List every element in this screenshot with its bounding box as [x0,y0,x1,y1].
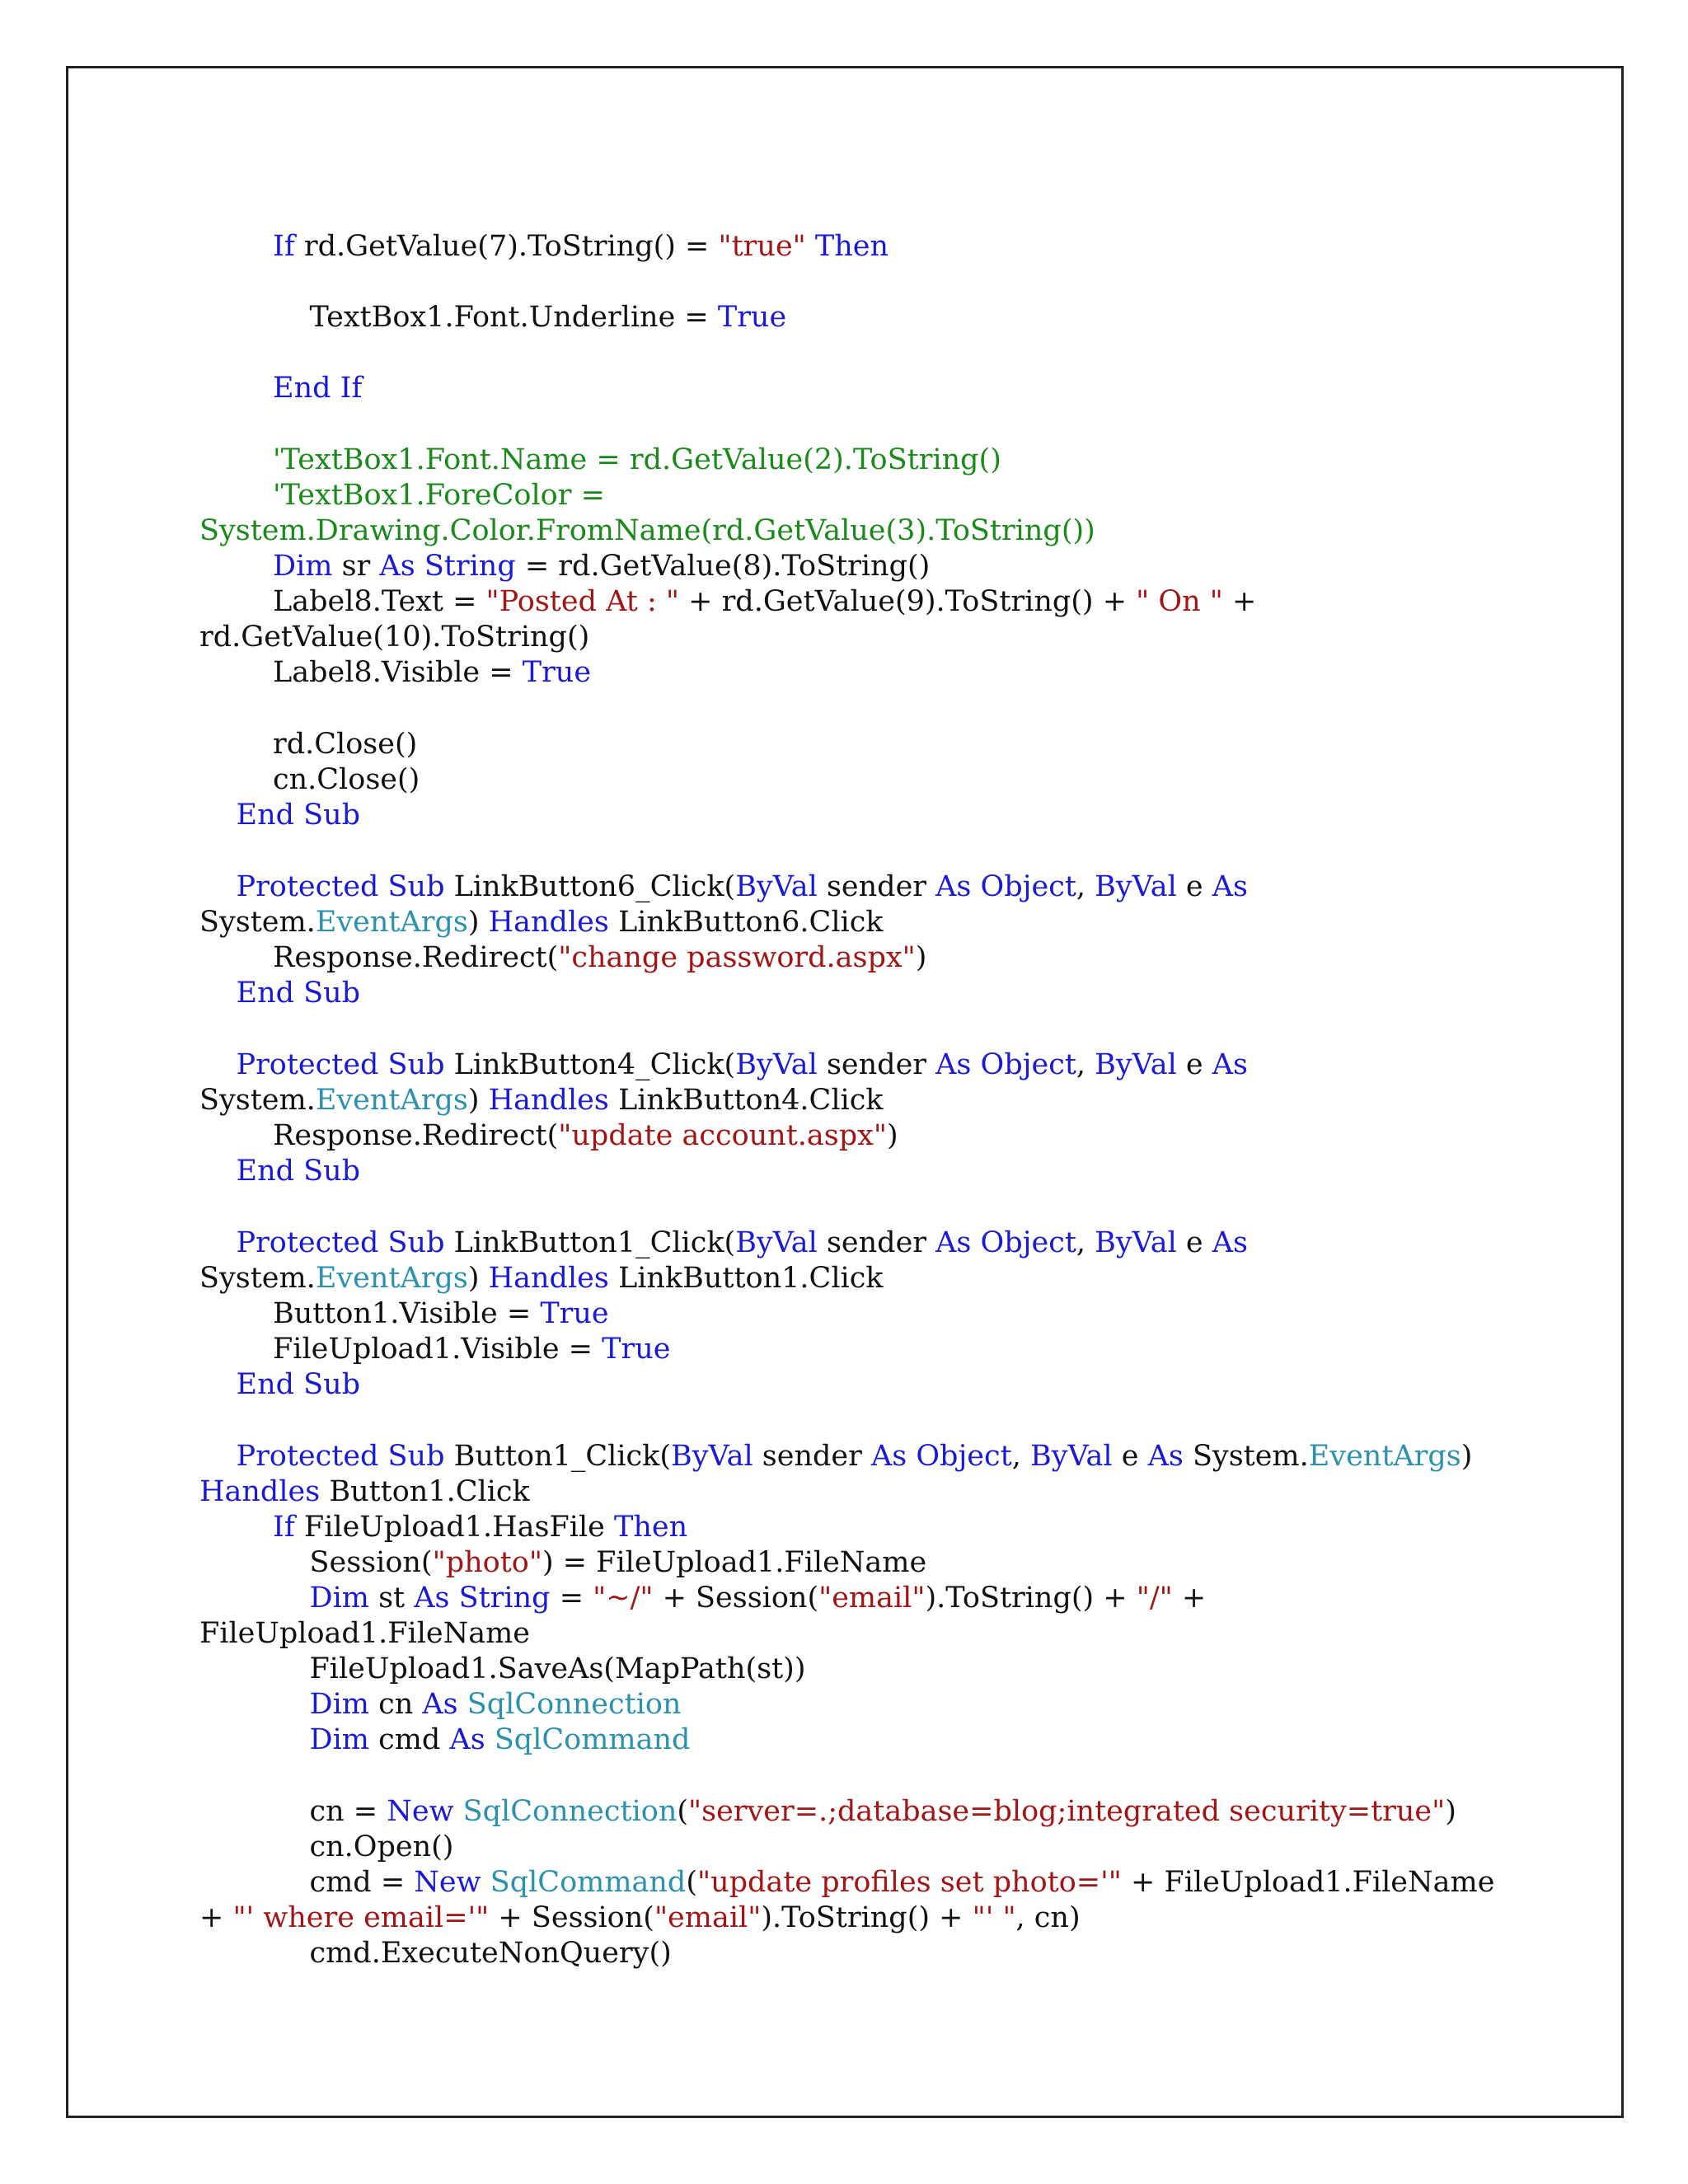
code-token: + Session( [653,1582,819,1615]
code-token: ByVal [1095,870,1177,903]
code-token: As [449,1723,485,1756]
code-token: As [1212,1048,1248,1081]
code-token: LinkButton6_Click( [444,870,736,903]
code-token: Handles [488,906,609,939]
code-token [481,1866,490,1899]
code-line [199,976,360,1010]
code-line [199,1652,806,1686]
code-line [199,1474,530,1509]
code-token [199,1368,237,1401]
code-token [199,977,237,1010]
code-token: "update account.aspx" [558,1119,887,1152]
code-token [199,799,237,832]
code-token: If [273,1511,295,1544]
code-token: = rd.GetValue(8).ToString() [515,550,931,583]
code-line [199,1794,1456,1829]
code-token: "Posted At : " [485,585,679,618]
code-token: Button1.Click [320,1475,530,1508]
code-token: sender [817,1048,936,1081]
code-line [199,1118,898,1153]
code-token: Label8.Text = [199,585,486,618]
code-token: TextBox1.Font.Underline = [199,301,718,334]
code-token: String [424,550,516,583]
code-token: End Sub [236,977,361,1010]
code-line [199,940,926,975]
code-token [199,550,273,583]
code-token: ByVal [735,1226,818,1259]
code-token [199,1723,310,1756]
code-token: , [1011,1440,1030,1473]
code-token: cmd [368,1723,450,1756]
code-token [199,1226,237,1259]
code-token: ByVal [1095,1048,1177,1081]
code-token: "email" [654,1901,762,1934]
code-token [454,1795,463,1828]
code-token [199,1511,273,1544]
code-token: As [935,1048,972,1081]
code-token: "/" [1136,1582,1173,1615]
code-token: , cn) [1015,1901,1081,1934]
code-token: As [379,550,415,583]
code-line [199,1722,690,1757]
code-token: As [1147,1440,1184,1473]
code-token: Handles [488,1084,609,1117]
code-token: End Sub [236,799,361,832]
code-token: EventArgs [315,1262,468,1295]
code-line [199,1900,1081,1935]
code-token: ( [677,1795,689,1828]
code-line [199,620,589,654]
code-line [199,443,1001,477]
code-token: New [414,1866,481,1899]
code-token: FileUpload1.SaveAs(MapPath(st)) [199,1652,806,1685]
code-line [199,1687,681,1722]
code-token: Session( [199,1546,433,1579]
code-token: Response.Redirect( [199,1119,559,1152]
code-token [806,230,815,263]
code-token: Object [980,1048,1076,1081]
code-token [450,1582,459,1615]
code-token: 'TextBox1.Font.Name = rd.GetValue(2).ToString() [273,443,1001,476]
code-token: + [1222,585,1257,618]
code-token: True [540,1297,609,1330]
code-token: ) [887,1119,898,1152]
code-token: FileUpload1.Visible = [199,1333,603,1366]
code-token: "server=.;database=blog;integrated security=true" [688,1795,1446,1828]
code-token: , [1076,1048,1095,1081]
code-token: rd.Close() [199,728,418,761]
code-token: Then [814,230,889,263]
code-token: "' " [972,1901,1016,1934]
code-line [199,1367,360,1402]
code-token: Button1.Visible = [199,1297,541,1330]
code-token [199,1688,310,1721]
code-token: rd.GetValue(10).ToString() [199,621,590,654]
code-token [199,230,273,263]
code-token [199,372,273,405]
code-token: st [368,1582,415,1615]
code-token: LinkButton1_Click( [444,1226,736,1259]
code-token: cn.Open() [199,1830,454,1863]
code-line [199,762,420,797]
code-token: Protected Sub [236,1440,445,1473]
code-token: ) [1445,1795,1456,1828]
code-line [199,1616,530,1651]
code-token: ).ToString() + [761,1901,973,1934]
code-token: Protected Sub [236,1048,445,1081]
code-token [485,1723,495,1756]
code-token: System. [199,1262,316,1295]
code-token: EventArgs [315,906,468,939]
code-line [199,905,884,940]
code-token: ByVal [1029,1440,1113,1473]
code-token: Object [980,1226,1076,1259]
code-token: Object [916,1440,1012,1473]
code-token: cmd.ExecuteNonQuery() [199,1937,672,1970]
code-token: As [870,1440,907,1473]
code-token: e [1176,1048,1212,1081]
code-token: ByVal [735,870,818,903]
code-token: Object [980,870,1076,903]
code-token: System. [199,906,316,939]
code-token: System. [199,1084,316,1117]
code-token: Protected Sub [236,1226,445,1259]
code-line [199,1581,1206,1615]
code-line [199,1083,884,1118]
code-token: EventArgs [1308,1440,1461,1473]
code-token [415,550,424,583]
code-token [971,870,980,903]
code-token: rd.GetValue(7).ToString() = [294,230,719,263]
code-token: + [199,1901,233,1934]
code-token: SqlCommand [490,1866,687,1899]
code-token: "change password.aspx" [558,941,916,974]
code-token: + FileUpload1.FileName [1121,1866,1495,1899]
code-token: True [717,301,787,334]
code-token: sender [817,870,936,903]
code-token [199,479,273,512]
code-token: "update profiles set photo='" [697,1866,1122,1899]
code-token: "email" [818,1582,926,1615]
code-line [199,478,605,513]
code-token: FileUpload1.FileName [199,1617,530,1650]
code-token: System.Drawing.Color.FromName(rd.GetValue(3).ToString()) [199,514,1095,547]
code-token: + Session( [489,1901,654,1934]
code-token: ) [467,906,489,939]
code-token: EventArgs [315,1084,468,1117]
code-token: Dim [309,1723,369,1756]
code-line [199,371,362,405]
code-token: If [273,230,295,263]
code-token: "true" [718,230,806,263]
code-token: cmd = [199,1866,415,1899]
code-line [199,1047,1248,1082]
code-token: Handles [488,1262,609,1295]
code-token: ByVal [1095,1226,1177,1259]
code-token: cn [368,1688,423,1721]
code-token: "' where email='" [232,1901,490,1934]
code-token: LinkButton4.Click [608,1084,884,1117]
code-token: True [522,656,592,689]
code-token: "~/" [593,1582,654,1615]
code-token: sender [753,1440,871,1473]
code-token: 'TextBox1.ForeColor = [273,479,605,512]
code-line [199,869,1248,904]
code-token: As [1212,870,1248,903]
code-token: LinkButton6.Click [608,906,884,939]
code-token: Dim [309,1582,369,1615]
code-token [199,443,273,476]
code-line [199,549,930,583]
code-token [199,870,237,903]
code-line [199,1154,360,1188]
code-token: New [387,1795,454,1828]
code-token: Dim [273,550,333,583]
code-line [199,727,417,762]
code-token: = [550,1582,593,1615]
code-token: e [1112,1440,1148,1473]
code-token [971,1226,980,1259]
code-token: Dim [309,1688,369,1721]
code-token: "photo" [432,1546,542,1579]
code-token: SqlConnection [462,1795,678,1828]
code-token: ) [467,1084,489,1117]
code-line [199,1545,926,1580]
code-token: " On " [1136,585,1223,618]
code-line [199,584,1256,619]
code-token [907,1440,916,1473]
code-token: Button1_Click( [444,1440,672,1473]
code-line [199,1865,1494,1900]
code-line [199,513,1095,548]
code-token: FileUpload1.HasFile [294,1511,615,1544]
code-token: Handles [199,1475,321,1508]
code-token [199,1155,237,1188]
code-token: cn.Close() [199,763,420,796]
code-token: , [1076,870,1095,903]
code-line [199,798,360,832]
code-token: ( [686,1866,697,1899]
code-line [199,1261,884,1296]
code-line [199,1296,609,1331]
code-token: End If [273,372,363,405]
code-token: + [1172,1582,1207,1615]
code-token: LinkButton1.Click [608,1262,884,1295]
code-line [199,1830,453,1864]
code-token: e [1176,1226,1212,1259]
code-token: As [414,1582,450,1615]
code-token: ) = FileUpload1.FileName [542,1546,927,1579]
code-token: As [1212,1226,1248,1259]
code-token [199,1440,237,1473]
code-token: e [1176,870,1212,903]
code-token: As [422,1688,458,1721]
code-token: ) [915,941,927,974]
code-token: ) [467,1262,489,1295]
code-line [199,655,591,690]
code-line [199,1510,687,1544]
code-token: True [602,1333,671,1366]
code-token [971,1048,980,1081]
code-token [199,1582,310,1615]
code-line [199,1439,1472,1474]
code-line [199,229,889,264]
code-token: As [935,870,972,903]
code-token: Then [614,1511,688,1544]
code-token: ByVal [671,1440,753,1473]
code-token: LinkButton4_Click( [444,1048,736,1081]
code-token: End Sub [236,1368,361,1401]
code-token: sr [332,550,380,583]
code-line [199,300,786,335]
code-token: Label8.Visible = [199,656,523,689]
code-token: ).ToString() + [925,1582,1137,1615]
code-line [199,1332,670,1366]
code-token: Response.Redirect( [199,941,559,974]
code-token: , [1076,1226,1095,1259]
code-token: SqlCommand [494,1723,691,1756]
code-token: String [458,1582,551,1615]
code-token: System. [1183,1440,1309,1473]
code-token [199,1048,237,1081]
code-token: cn = [199,1795,387,1828]
code-line [199,1936,672,1971]
code-token: ByVal [735,1048,818,1081]
code-line [199,1226,1248,1260]
code-token: sender [817,1226,936,1259]
code-token: SqlConnection [467,1688,682,1721]
code-token: + rd.GetValue(9).ToString() + [679,585,1137,618]
code-token: ) [1461,1440,1473,1473]
code-token: Protected Sub [236,870,445,903]
code-token: As [935,1226,972,1259]
code-token [458,1688,467,1721]
code-token: End Sub [236,1155,361,1188]
